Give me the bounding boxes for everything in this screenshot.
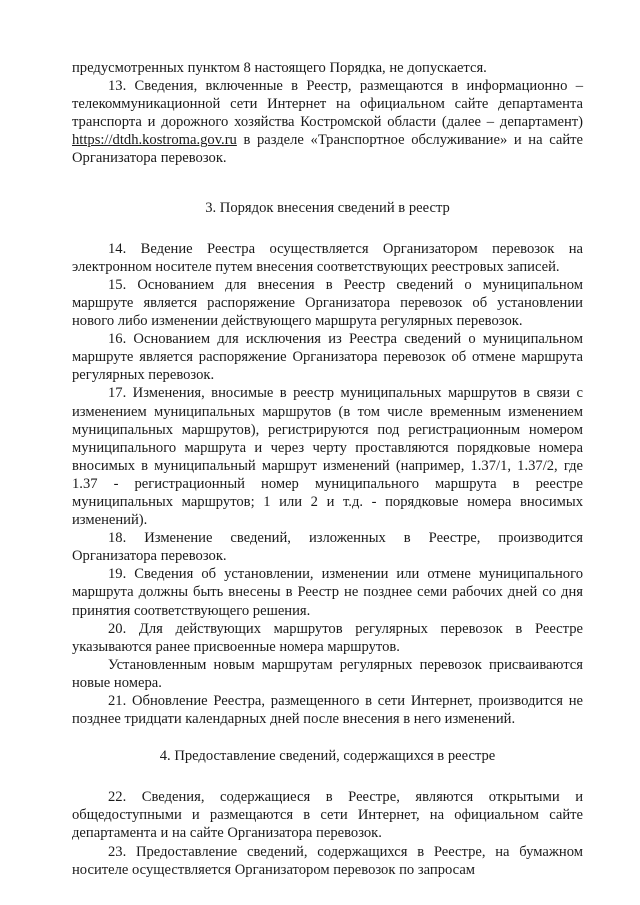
paragraph-intro: предусмотренных пунктом 8 настоящего Порядка, не допускается. (72, 60, 487, 76)
paragraph-19: 19. Сведения об установлении, изменении или отмене муниципального маршрута должны быть внесены в Реестр не позднее семи рабочих дней со дня принятия соответствующего решения. (72, 566, 583, 619)
paragraph-14: 14. Ведение Реестра осуществляется Организатором перевозок на электронном носителе путем внесения соответствующих реестровых записей. (72, 240, 583, 275)
section-heading-3: 3. Порядок внесения сведений в реестр (205, 199, 450, 216)
paragraph-16: 16. Основанием для исключения из Реестра сведений о муниципальном маршруте является распоряжение Организатора перевозок об отмене маршрута регулярных перевозок. (72, 331, 583, 384)
website-link[interactable]: https://dtdh.kostroma.gov.ru (72, 132, 237, 149)
paragraph-22: 22. Сведения, содержащиеся в Реестре, являются открытыми и общедоступными и размещаются в сети Интернет, на официальном сайте департамента и на сайте Организатора перевозок. (72, 789, 583, 842)
paragraph-18: 18. Изменение сведений, изложенных в Реестре, производится Организатора перевозок. (72, 530, 583, 565)
paragraph-15: 15. Основанием для внесения в Реестр сведений о муниципальном маршруте является распоряжение Организатора перевозок об установлении нового либо изменении действующего маршрута регулярных перевозок. (72, 276, 583, 330)
paragraph-13-text: 13. Сведения, включенные в Реестр, размещаются в информационно – телекоммуникационной сети Интернет на официальном сайте департамента транспорта и дорожного хозяйства Костромской области (далее – департамент) (72, 78, 583, 131)
paragraph-21: 21. Обновление Реестра, размещенного в сети Интернет, производится не позднее тридцати календарных дней после внесения в него изменений. (72, 693, 583, 728)
paragraph-20: 20. Для действующих маршрутов регулярных перевозок в Реестре указываются ранее присвоенные номера маршрутов. (72, 620, 583, 655)
paragraph-13 (72, 77, 583, 167)
paragraph-23: 23. Предоставление сведений, содержащихся в Реестре, на бумажном носителе осуществляется Организатором перевозок по запросам (72, 843, 583, 878)
paragraph-17: 17. Изменения, вносимые в реестр муниципальных маршрутов в связи с изменением муниципальных маршрутов (в том числе временным изменением муниципальных маршрутов), регистрируются под регистрационным номером муниципального маршрута и через черту проставляются порядковые номера вносимых в муниципальный маршрут изменений (например, 1.37/1, 1.37/2, где 1.37 - регистрационный номер муниципального маршрута в реестре муниципальных маршрутов; 1 или 2 и т.д. - порядковые номера вносимых изменений). (72, 385, 583, 529)
section-heading-4: 4. Предоставление сведений, содержащихся в реестре (159, 748, 496, 765)
document-body (72, 59, 583, 879)
paragraph-13-text-end: в разделе «Транспортное обслуживание» и на сайте Организатора перевозок. (72, 132, 583, 167)
paragraph-20-continued: Установленным новым маршрутам регулярных перевозок присваиваются новые номера. (72, 656, 583, 691)
